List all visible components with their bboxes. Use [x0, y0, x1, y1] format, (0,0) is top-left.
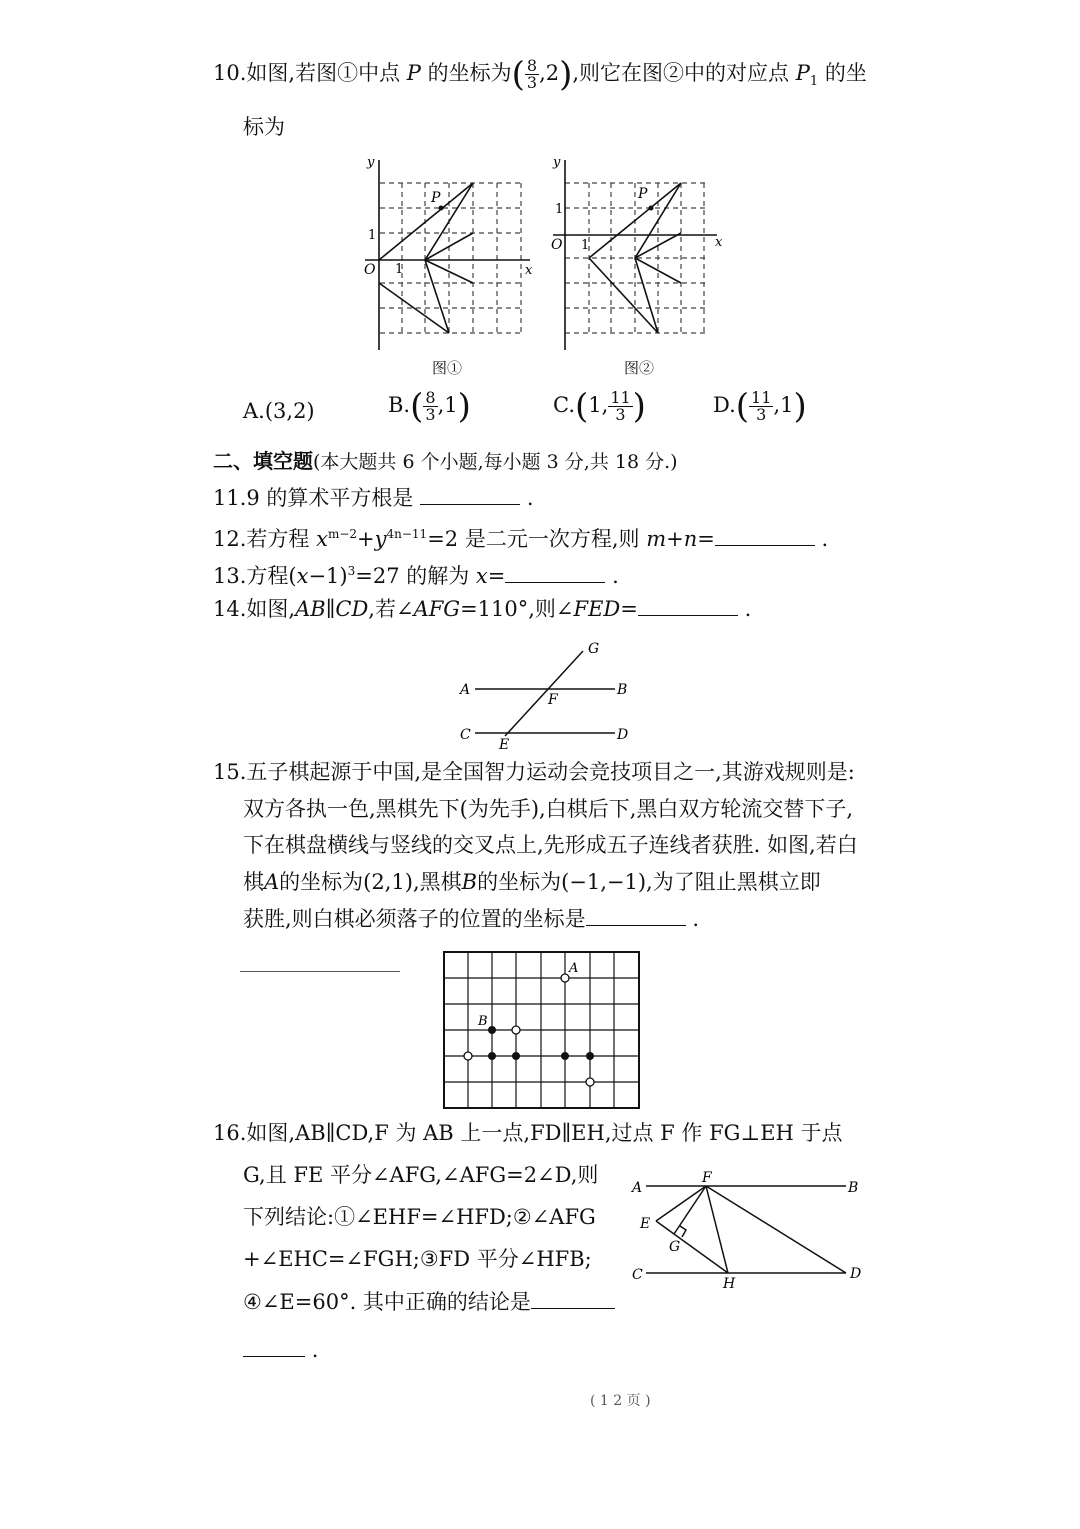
- q13: 13.方程$(x-1)^3=27$ 的解为 x= .: [213, 556, 619, 591]
- q10-figure-1: [355, 150, 545, 350]
- q16-line2: G,且 FE 平分∠AFG,∠AFG=2∠D,则: [243, 1163, 599, 1187]
- q14-blank: [638, 593, 738, 616]
- q16-label-d: D: [850, 1266, 862, 1282]
- q14-label-g: G: [588, 641, 600, 657]
- q11: 11.9 的算术平方根是 .: [213, 482, 534, 513]
- q10-line2: 标为: [243, 115, 285, 139]
- q15-board: [443, 951, 641, 1109]
- q16-line6: .: [243, 1334, 318, 1365]
- q10-line1: 10.如图,若图①中点 P 的坐标为( $\frac{8}{3}$ ,2),则它在图②中的对应点 $P_1$ 的坐: [213, 54, 867, 95]
- q16-line4: +∠EHC=∠FGH;③FD 平分∠HFB;: [243, 1247, 592, 1271]
- q12: 12.若方程 $x^{m-2}+y^{4n-11}=2$ 是二元一次方程,则 m+n= .: [213, 519, 828, 554]
- black-stone: [488, 1052, 496, 1060]
- point-p-1: [439, 206, 444, 211]
- q11-blank: [420, 482, 520, 505]
- axis-y-2: y: [553, 155, 561, 170]
- q16-figure: [628, 1168, 868, 1290]
- q16-line5: ④∠E=60°. 其中正确的结论是: [243, 1286, 615, 1317]
- axis-y-1: y: [367, 155, 375, 170]
- white-stone: [464, 1052, 472, 1060]
- axis-x-2: x: [715, 235, 723, 250]
- q14-label-e: E: [499, 737, 510, 753]
- axis-x-1: x: [525, 263, 533, 278]
- q13-blank: [505, 560, 605, 583]
- point-p-2: [649, 206, 654, 211]
- black-stone-b: [488, 1026, 496, 1034]
- q15-blank: [586, 903, 686, 926]
- q10-option-c: C.(1, $\frac{11}{3}$ ): [553, 386, 646, 427]
- white-stone: [586, 1078, 594, 1086]
- q16-label-e: E: [640, 1216, 651, 1232]
- page-footer: ( 1 2 页 ): [590, 1393, 651, 1409]
- q16-line1: 16.如图,AB∥CD,F 为 AB 上一点,FD∥EH,过点 F 作 FG⊥EH 于点: [213, 1121, 843, 1145]
- q15-line1: 15.五子棋起源于中国,是全国智力运动会竞技项目之一,其游戏规则是:: [213, 760, 855, 784]
- q16-label-b: B: [848, 1180, 859, 1196]
- q16-label-c: C: [632, 1267, 643, 1283]
- q14-label-c: C: [460, 727, 471, 743]
- q10-option-b: B.( $\frac{8}{3}$ ,1): [388, 386, 471, 427]
- x-one-2: 1: [581, 238, 590, 253]
- origin-2: O: [551, 237, 563, 253]
- q14-label-b: B: [617, 682, 628, 698]
- q10-figure-2: [545, 150, 735, 350]
- q10-fraction: $\frac{8}{3}$: [526, 56, 538, 92]
- q10-option-d: D.( $\frac{11}{3}$ ,1): [713, 386, 807, 427]
- q14: 14.如图,AB∥CD,若∠AFG=110°,则∠FED= .: [213, 593, 751, 624]
- board-label-b: B: [478, 1014, 488, 1029]
- x-one-1: 1: [395, 262, 404, 277]
- stray-rule: [240, 971, 400, 972]
- q15-line2: 双方各执一色,黑棋先下(为先手),白棋后下,黑白双方轮流交替下子,: [243, 797, 854, 821]
- q16-blank-2: [243, 1334, 305, 1357]
- y-one-1: 1: [368, 228, 377, 243]
- white-stone: [512, 1026, 520, 1034]
- q15-line4: 棋A的坐标为(2,1),黑棋B的坐标为(−1,−1),为了阻止黑棋立即: [243, 870, 821, 894]
- q10-option-a: A.(3,2): [243, 399, 315, 423]
- white-stone-a: [561, 974, 569, 982]
- q14-label-f: F: [548, 692, 558, 708]
- q16-label-g: G: [669, 1239, 681, 1255]
- q16-label-a: A: [632, 1180, 643, 1196]
- q16-line3: 下列结论:①∠EHF=∠HFD;②∠AFG: [243, 1205, 596, 1229]
- origin-1: O: [364, 262, 376, 278]
- q14-figure: [455, 636, 640, 754]
- q12-blank: [715, 523, 815, 546]
- board-label-a: A: [569, 961, 579, 976]
- section2-header: 二、填空题(本大题共 6 个小题,每小题 3 分,共 18 分.): [213, 449, 678, 473]
- q15-line5: 获胜,则白棋必须落子的位置的坐标是 .: [243, 903, 699, 934]
- label-p-1: P: [431, 190, 441, 206]
- fig1-caption: 图①: [432, 359, 463, 377]
- black-stone: [586, 1052, 594, 1060]
- q16-blank: [531, 1286, 615, 1309]
- q15-line3: 下在棋盘横线与竖线的交叉点上,先形成五子连线者获胜. 如图,若白: [243, 833, 858, 857]
- q16-label-h: H: [723, 1276, 736, 1290]
- q14-label-a: A: [460, 682, 471, 698]
- black-stone: [561, 1052, 569, 1060]
- black-stone: [512, 1052, 520, 1060]
- label-p-2: P: [638, 186, 648, 202]
- q14-label-d: D: [617, 727, 629, 743]
- fig2-caption: 图②: [624, 359, 655, 377]
- q16-label-f: F: [702, 1170, 712, 1186]
- y-one-2: 1: [555, 202, 564, 217]
